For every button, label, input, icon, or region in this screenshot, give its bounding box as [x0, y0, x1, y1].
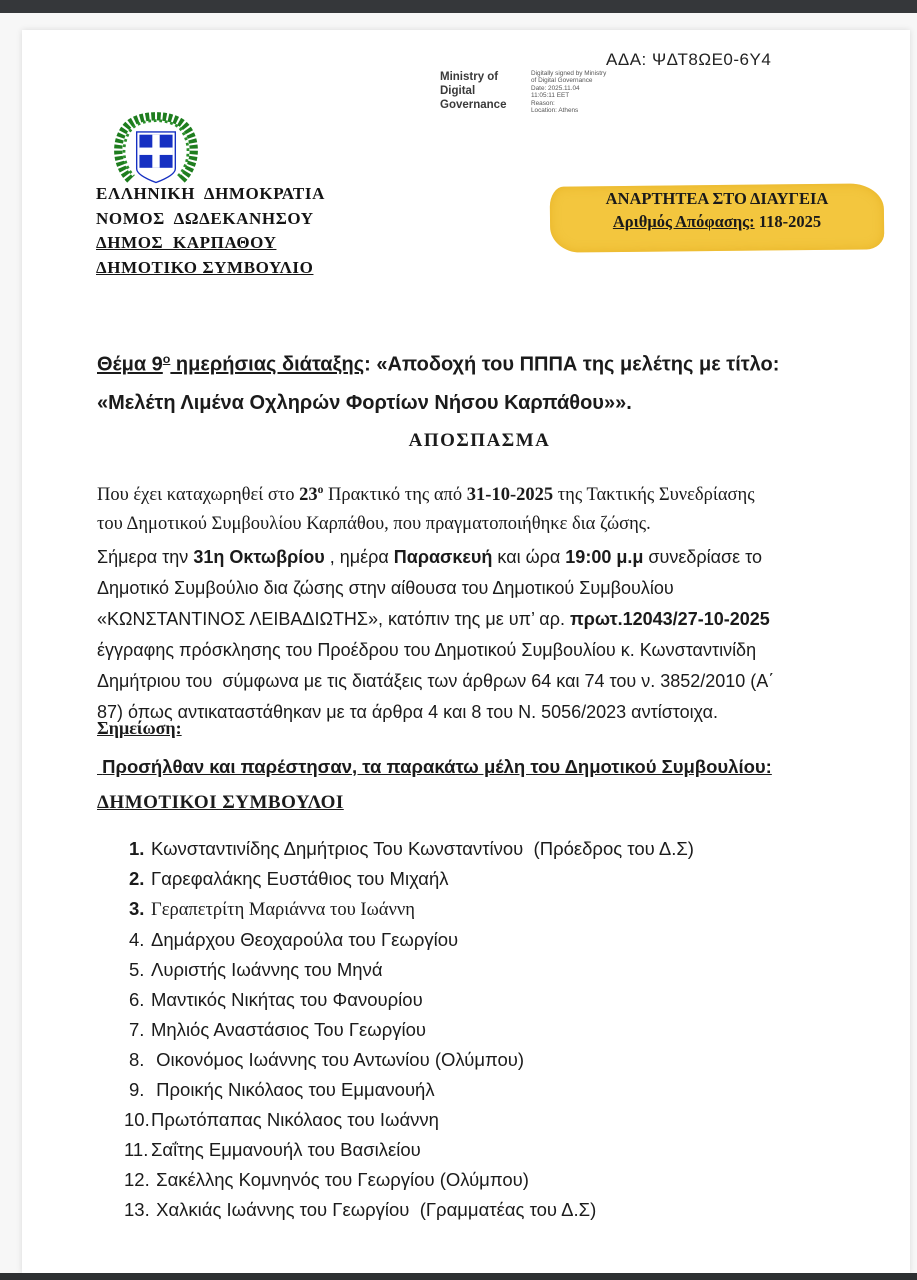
paragraph-line — [97, 573, 882, 604]
member-number: 9. — [129, 1079, 145, 1100]
text-segment: και ώρα — [492, 547, 566, 567]
paragraph-line — [97, 476, 882, 510]
member-row — [124, 834, 694, 864]
member-name: Μηλιός Αναστάσιος Του Γεωργίου — [151, 1019, 427, 1040]
text-segment: έγγραφης πρόσκλησης του Προέδρου του Δημοτικού Συμβουλίου κ. Κωνσταντινίδη — [97, 640, 757, 660]
member-row — [124, 1165, 694, 1195]
text-segment: 23 — [299, 485, 318, 506]
ministry-line: Ministry of — [440, 71, 499, 83]
text-segment: Δημήτριου του σύμφωνα με τις διατάξεις των άρθρων 64 και 74 του ν. 3852/2010 (Α΄ — [97, 671, 775, 691]
member-row — [124, 894, 694, 925]
member-number: 8. — [129, 1049, 145, 1070]
member-row — [124, 1135, 694, 1165]
member-name: Δημάρχου Θεοχαρούλα του Γεωργίου — [151, 929, 459, 950]
paragraph-line — [97, 510, 882, 539]
section-heading-extract: ΑΠΟΣΠΑΣΜΑ — [408, 430, 551, 451]
member-name: Πρωτόπαπας Νικόλαος του Ιωάννη — [151, 1109, 439, 1130]
member-row — [124, 1105, 694, 1135]
member-row — [124, 955, 694, 985]
text-segment: πρωτ.12043/27-10-2025 — [569, 609, 770, 629]
diavgeia-posting-line: ΑΝΑΡΤΗΤΕΑ ΣΤΟ ΔΙΑΥΓΕΙΑ — [605, 189, 829, 208]
decision-number-label: Αριθμός Απόφασης: — [612, 212, 755, 231]
signature-line: Reason: — [531, 99, 555, 107]
text-segment: : «Αποδοχή του ΠΠΠΑ της μελέτης με τίτλο: — [364, 353, 780, 376]
digital-signature-details — [531, 70, 606, 114]
paragraph-line — [97, 697, 882, 728]
member-name: Σαΐτης Εμμανουήλ του Βασιλείου — [151, 1139, 421, 1160]
authority-line-municipality: ΔΗΜΟΣ ΚΑΡΠΑΘΟΥ — [96, 233, 277, 252]
text-segment: ο — [317, 484, 324, 496]
signature-line: 11:05:11 EET — [531, 92, 570, 100]
member-name: Λυριστής Ιωάννης του Μηνά — [151, 959, 383, 980]
decision-badge — [550, 187, 884, 233]
subject-heading — [97, 340, 867, 422]
paragraph-line — [97, 666, 882, 697]
text-segment: Δημοτικό Συμβούλιο δια ζώσης στην αίθουσα του Δημοτικού Συμβουλίου — [97, 578, 674, 598]
paragraph-line — [97, 604, 882, 635]
paragraph-line — [97, 542, 882, 573]
text-segment: Σήμερα την — [97, 547, 194, 567]
member-number: 10. — [124, 1109, 150, 1130]
paragraph-record-info — [97, 476, 882, 539]
council-members-list — [124, 834, 694, 1225]
decision-number-value: 118-2025 — [754, 212, 822, 231]
member-number: 3. — [129, 898, 145, 919]
ministry-line: Governance — [440, 99, 507, 111]
text-segment: ο — [162, 352, 171, 366]
text-segment: Που έχει καταχωρηθεί στο — [97, 485, 300, 506]
text-segment: ημερήσιας διάταξης — [170, 353, 365, 376]
subject-line — [97, 340, 867, 384]
member-row — [124, 1045, 694, 1075]
text-segment: , ημέρα — [324, 547, 394, 567]
council-members-heading: ΔΗΜΟΤΙΚΟΙ ΣΥΜΒΟΥΛΟΙ — [97, 792, 344, 813]
paragraph-session-info — [97, 542, 882, 728]
text-segment: του Δημοτικού Συμβουλίου Καρπάθου, που πραγματοποιήθηκε δια ζώσης. — [97, 514, 651, 535]
member-number: 5. — [129, 959, 145, 980]
text-segment: 19:00 μ.μ — [565, 547, 644, 567]
authority-header — [96, 182, 325, 280]
member-name: Προικής Νικόλαος του Εμμανουήλ — [151, 1079, 435, 1100]
ministry-signature-name — [440, 70, 506, 112]
signature-line: of Digital Governance — [531, 77, 593, 85]
member-number: 2. — [129, 868, 145, 889]
member-number: 13. — [124, 1199, 150, 1220]
member-number: 4. — [129, 929, 145, 950]
member-row — [124, 925, 694, 955]
text-segment: 31-10-2025 — [466, 485, 554, 506]
text-segment: 31η Οκτωβρίου — [193, 547, 325, 567]
member-number: 1. — [129, 838, 145, 859]
attendance-statement: Προσήλθαν και παρέστησαν, τα παρακάτω μέλη του Δημοτικού Συμβουλίου: — [97, 756, 772, 777]
authority-line-council: ΔΗΜΟΤΙΚΟ ΣΥΜΒΟΥΛΙΟ — [96, 257, 314, 277]
text-segment: «ΚΩΝΣΤΑΝΤΙΝΟΣ ΛΕΙΒΑΔΙΩΤΗΣ», κατόπιν της με υπ’ αρ. — [97, 609, 570, 629]
text-segment: Θέμα 9 — [97, 353, 163, 376]
text-segment: συνεδρίασε το — [643, 547, 763, 567]
note-heading: Σημείωση: — [97, 718, 182, 738]
authority-line-prefecture: ΝΟΜΟΣ ΔΩΔΕΚΑΝΗΣΟΥ — [96, 208, 314, 228]
ada-code: ΑΔΑ: ΨΔΤ8ΩΕ0-6Υ4 — [606, 50, 772, 69]
member-name: Σακέλλης Κομνηνός του Γεωργίου (Ολύμπου) — [151, 1169, 529, 1190]
text-segment: της Τακτικής Συνεδρίασης — [553, 485, 755, 506]
signature-line: Location: Athens — [531, 107, 579, 115]
member-row — [124, 1015, 694, 1045]
signature-line: Digitally signed by Ministry — [531, 70, 607, 77]
authority-line-republic: ΕΛΛΗΝΙΚΗ ΔΗΜΟΚΡΑΤΙΑ — [96, 184, 325, 203]
member-name: Γεραπετρίτη Μαριάννα του Ιωάννη — [151, 900, 415, 920]
viewer-chrome-bottom-bar — [0, 1273, 917, 1280]
ministry-line: Digital — [440, 85, 476, 97]
member-number: 7. — [129, 1019, 145, 1040]
member-row — [124, 985, 694, 1015]
member-row — [124, 1075, 694, 1105]
paragraph-line — [97, 635, 882, 666]
text-segment: 87) όπως αντικαταστάθηκαν με τα άρθρα 4 και 8 του Ν. 5056/2023 αντίστοιχα. — [97, 702, 719, 722]
member-row — [124, 864, 694, 894]
text-segment: «Μελέτη Λιμένα Οχληρών Φορτίων Νήσου Καρπάθου»». — [97, 391, 632, 414]
member-name: Μαντικός Νικήτας του Φανουρίου — [151, 989, 423, 1010]
member-row — [124, 1195, 694, 1225]
member-name: Γαρεφαλάκης Ευστάθιος του Μιχαήλ — [151, 868, 449, 889]
text-segment: Πρακτικό της από — [323, 485, 467, 506]
member-number: 6. — [129, 989, 145, 1010]
member-number: 12. — [124, 1169, 150, 1190]
member-name: Χαλκιάς Ιωάννης του Γεωργίου (Γραμματέας του Δ.Σ) — [151, 1199, 597, 1220]
decision-number-line — [550, 210, 884, 233]
document-page — [22, 30, 910, 1273]
signature-line: Date: 2025.11.04 — [531, 84, 580, 92]
member-name: Οικονόμος Ιωάννης του Αντωνίου (Ολύμπου) — [151, 1049, 525, 1070]
viewer-chrome-top-bar — [0, 0, 917, 13]
member-name: Κωνσταντινίδης Δημήτριος Του Κωνσταντίνου (Πρόεδρος του Δ.Σ) — [151, 838, 694, 859]
text-segment: Παρασκευή — [393, 547, 493, 567]
subject-line — [97, 384, 867, 422]
member-number: 11. — [124, 1139, 149, 1160]
